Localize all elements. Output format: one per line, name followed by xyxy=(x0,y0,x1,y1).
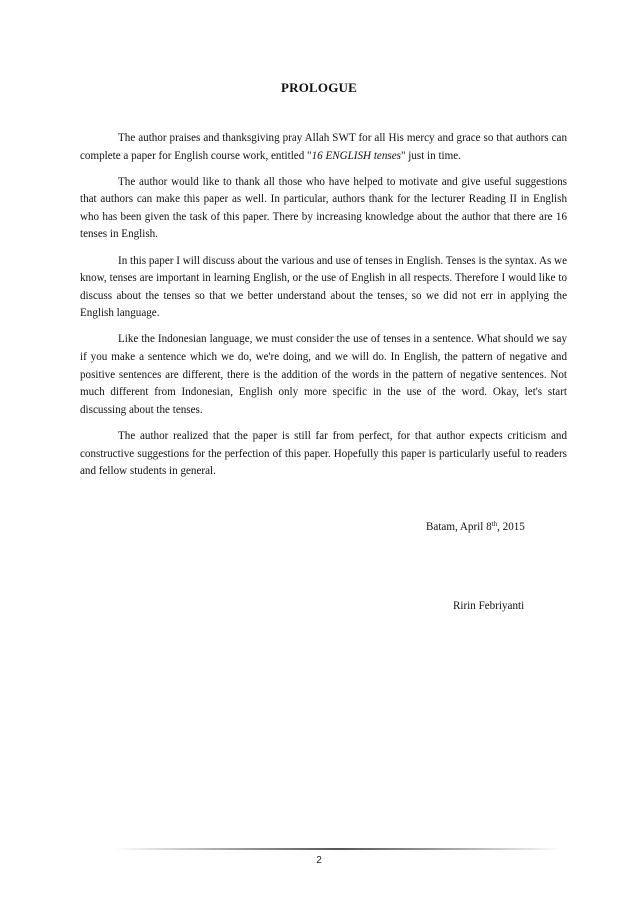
author-name: Ririn Febriyanti xyxy=(453,600,525,612)
paragraph-1-after: " just in time. xyxy=(400,149,461,162)
prologue-body xyxy=(80,130,567,489)
place-date xyxy=(426,519,525,535)
page-title: PROLOGUE xyxy=(281,80,357,95)
place-date-prefix: Batam, April 8 xyxy=(426,521,492,533)
place-date-suffix: , 2015 xyxy=(497,521,525,533)
paper-title-italic: 16 ENGLISH tenses xyxy=(311,149,401,162)
place-date-ordinal: th xyxy=(491,520,498,528)
paragraph-1-before: The author praises and thanksgiving pray Allah SWT for all His mercy and grace so that authors can complete a paper for English course work, entitled " xyxy=(80,132,567,162)
paragraph-5: The author realized that the paper is still far from perfect, for that author expects criticism and constructive suggestions for the perfection of this paper. Hopefully this paper is particularly useful to readers and fellow students in general. xyxy=(80,429,567,478)
paragraph-1 xyxy=(80,130,567,165)
page-number: 2 xyxy=(316,855,322,866)
paragraph-2: The author would like to thank all those who have helped to motivate and give useful suggestions that authors can make this paper as well. In particular, authors thank for the lecturer Reading II in English who has been given the task of this paper. There by increasing knowledge about the author that there are 16 tenses in English. xyxy=(80,175,567,241)
footer-divider xyxy=(115,848,563,850)
paragraph-4: Like the Indonesian language, we must consider the use of tenses in a sentence. What should we say if you make a sentence which we do, we're doing, and we will do. In English, the pattern of negative and positive sentences are different, there is the addition of the words in the pattern of negative sentences. Not much different from Indonesian, English only more specific in the use of the word. Okay, let's start discussing about the tenses. xyxy=(80,333,567,416)
paragraph-3: In this paper I will discuss about the various and use of tenses in English. Tenses is the syntax. As we know, tenses are important in learning English, or the use of English in all respects. Therefore I would like to discuss about the tenses so that we better understand about the tenses, so we did not err in applying the English language. xyxy=(80,254,567,320)
